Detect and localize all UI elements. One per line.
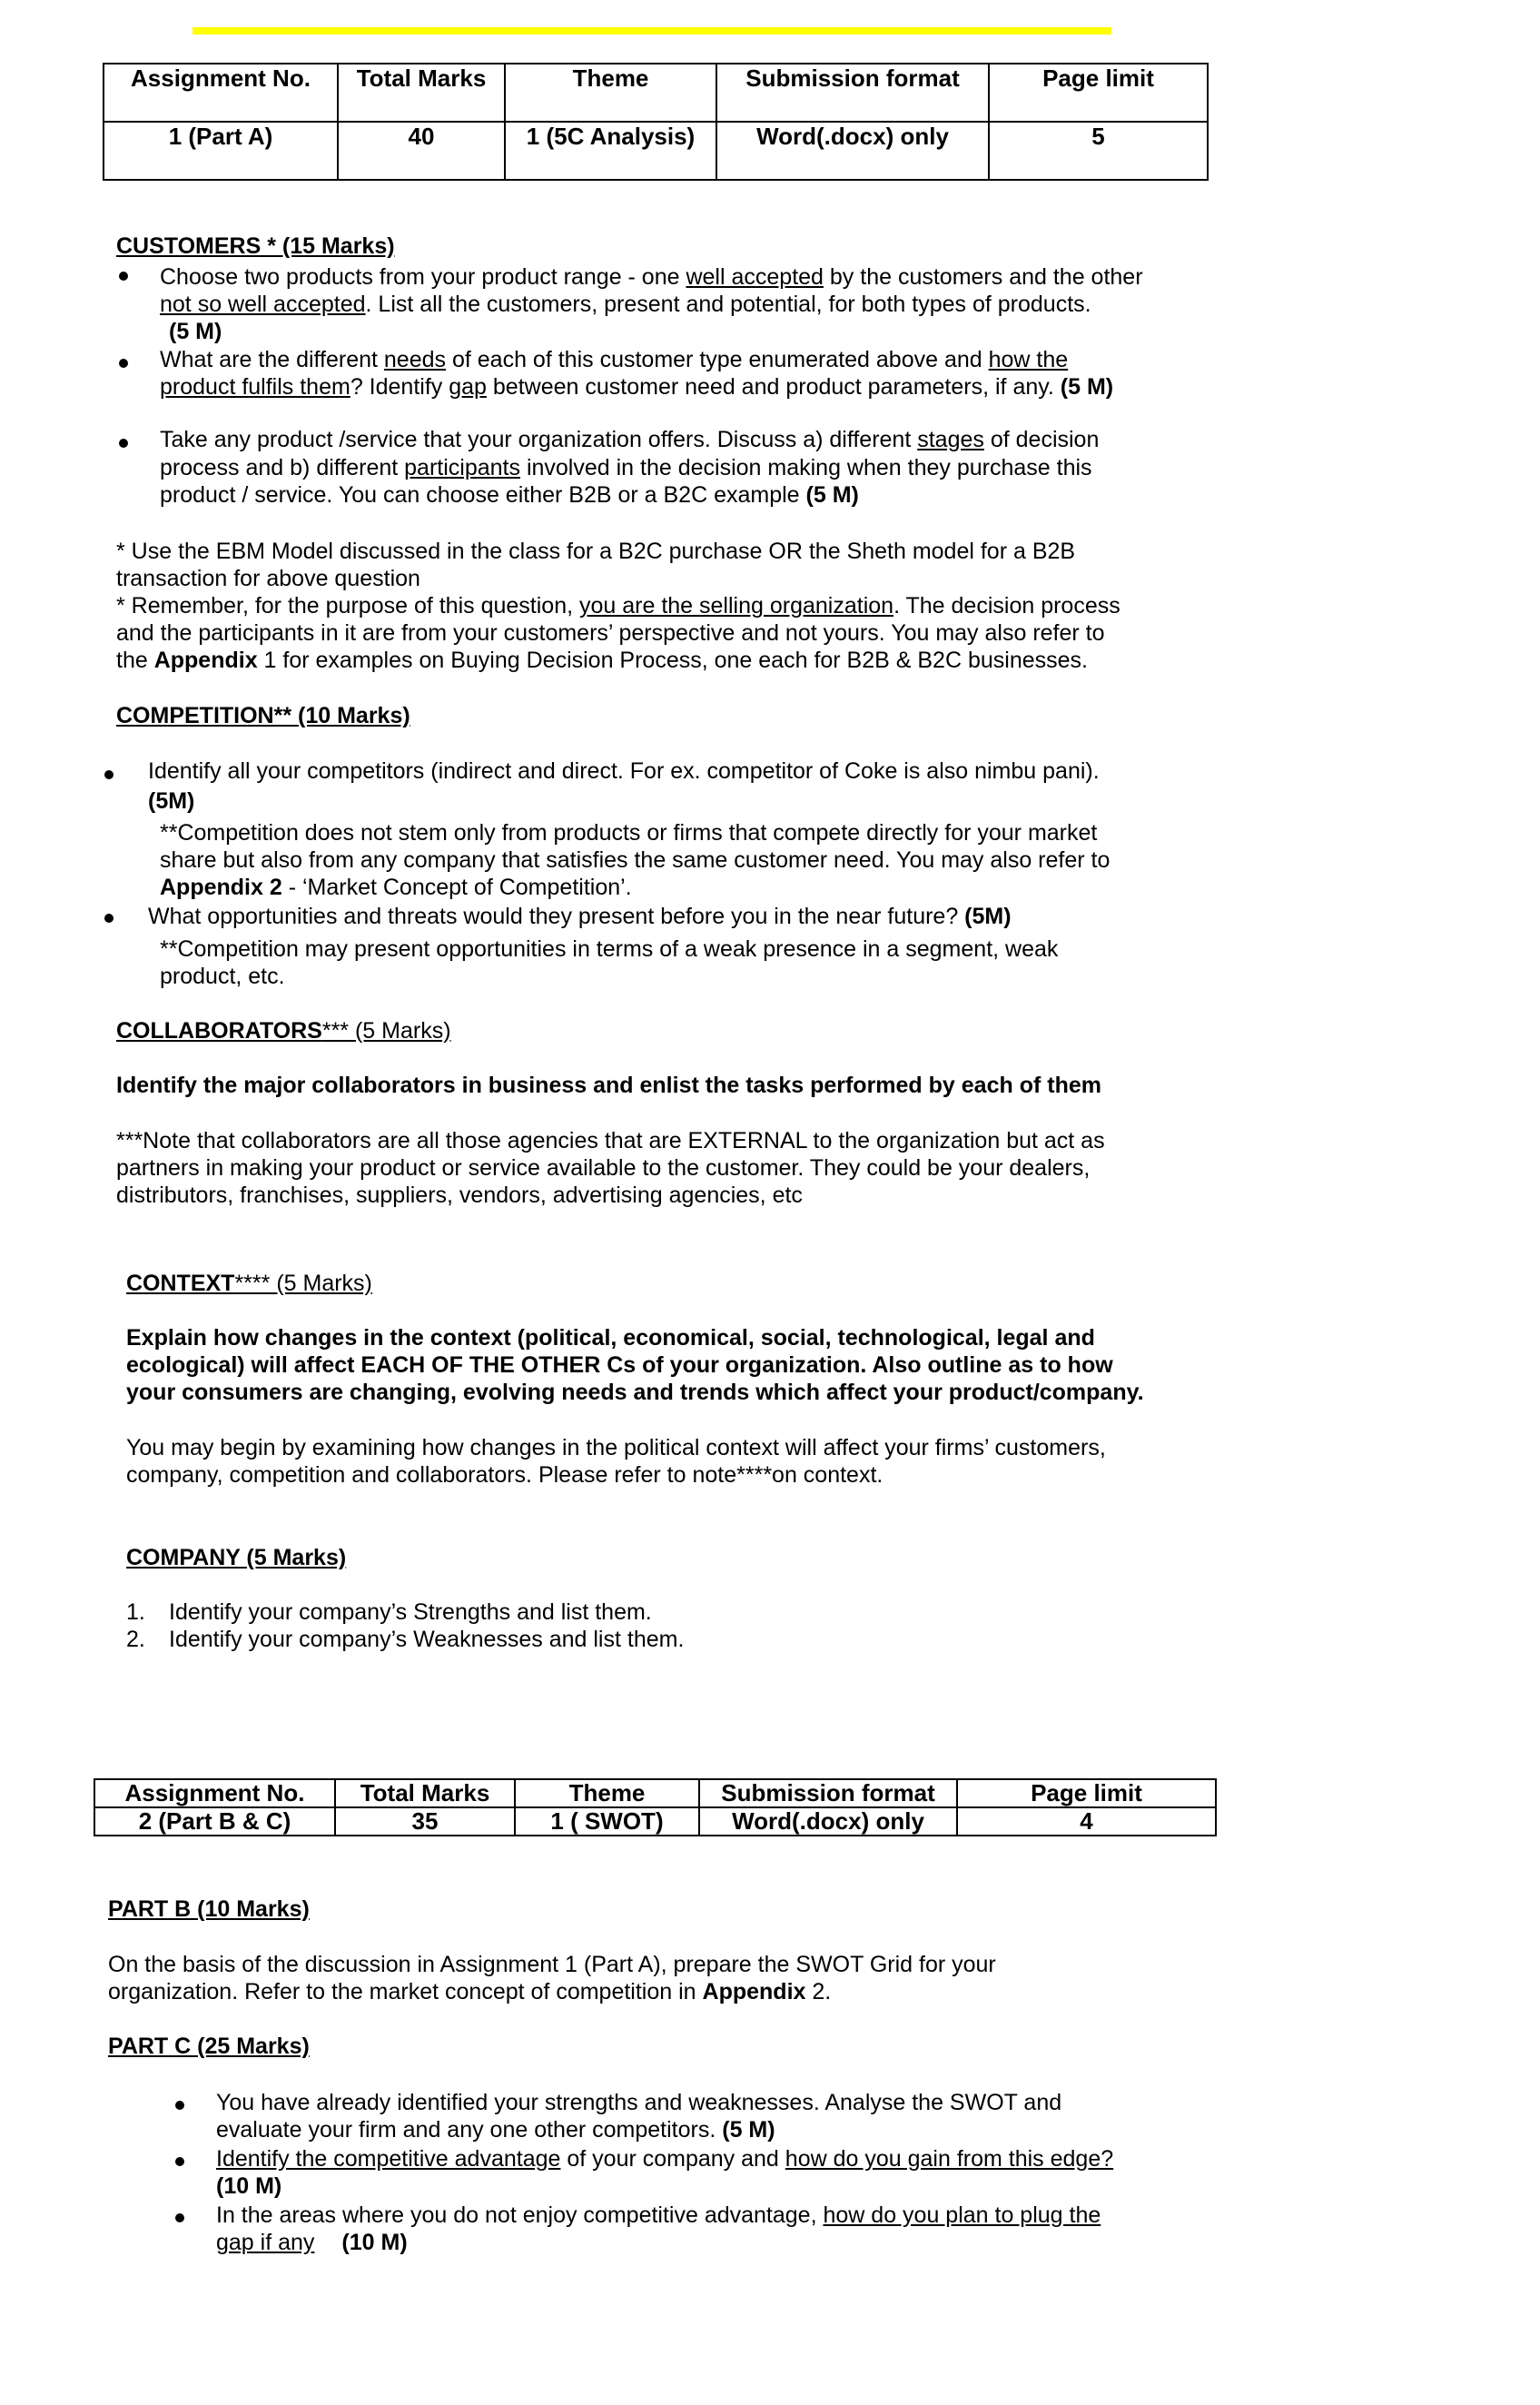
col-assignment-no: Assignment No. xyxy=(94,1779,335,1807)
company-item-2: Identify your company’s Weaknesses and list them. xyxy=(169,1627,685,1652)
list-number: 1. xyxy=(126,1599,145,1625)
col-theme: Theme xyxy=(515,1779,699,1807)
context-bold-2: ecological) will affect EACH OF THE OTHER Cs of your organization. Also outline as to how xyxy=(126,1352,1113,1378)
collaborators-note-3: distributors, franchises, suppliers, vendors, advertising agencies, etc xyxy=(116,1183,803,1208)
bullet-icon xyxy=(119,359,128,368)
customers-b1-line1: Choose two products from your product range - one well accepted by the customers and the other xyxy=(160,264,1143,290)
competition-note-1: **Competition does not stem only from products or firms that compete directly for your market xyxy=(160,820,1098,846)
col-page-limit: Page limit xyxy=(989,64,1208,122)
competition-note-3: Appendix 2 - ‘Market Concept of Competition’. xyxy=(160,875,632,900)
partc-b1-line2: evaluate your firm and any one other competitors. (5 M) xyxy=(216,2117,775,2143)
context-bold-3: your consumers are changing, evolving needs and trends which affect your product/company. xyxy=(126,1380,1144,1405)
table-header-row xyxy=(94,1779,1216,1807)
customers-b3-line3: product / service. You can choose either B2B or a B2C example (5 M) xyxy=(160,482,859,508)
cell-page-limit: 5 xyxy=(989,122,1208,180)
customers-b3-line2: process and b) different participants involved in the decision making when they purchase this xyxy=(160,455,1092,480)
competition-b1-marks: (5M) xyxy=(148,788,195,814)
col-total-marks: Total Marks xyxy=(338,64,505,122)
bullet-icon xyxy=(175,2101,184,2110)
partc-b1-line1: You have already identified your strengths and weaknesses. Analyse the SWOT and xyxy=(216,2090,1062,2115)
table-row xyxy=(104,122,1208,180)
table-row xyxy=(94,1807,1216,1836)
cell-submission-format: Word(.docx) only xyxy=(699,1807,957,1836)
bullet-icon xyxy=(104,914,114,923)
customers-note-1b: transaction for above question xyxy=(116,566,420,591)
context-bold-1: Explain how changes in the context (political, economical, social, technological, legal and xyxy=(126,1325,1095,1351)
customers-b3-line1: Take any product /service that your organization offers. Discuss a) different stages of decision xyxy=(160,427,1100,452)
competition-heading: COMPETITION** (10 Marks) xyxy=(116,703,410,728)
col-assignment-no: Assignment No. xyxy=(104,64,338,122)
context-para-2: company, competition and collaborators. Please refer to note****on context. xyxy=(126,1462,884,1488)
customers-note-1a: * Use the EBM Model discussed in the class for a B2C purchase OR the Sheth model for a B2B xyxy=(116,539,1076,564)
assignment-2-table xyxy=(94,1778,1217,1836)
bullet-icon xyxy=(175,2213,184,2222)
competition-note-4: **Competition may present opportunities in terms of a weak presence in a segment, weak xyxy=(160,936,1059,962)
customers-note-3: and the participants in it are from your customers’ perspective and not yours. You may also refer to xyxy=(116,620,1105,646)
cell-theme: 1 ( SWOT) xyxy=(515,1807,699,1836)
partc-b2-marks: (10 M) xyxy=(216,2173,282,2199)
col-submission-format: Submission format xyxy=(699,1779,957,1807)
context-heading: CONTEXT**** (5 Marks) xyxy=(126,1271,372,1296)
partb-line-2: organization. Refer to the market concept of competition in Appendix 2. xyxy=(108,1979,832,2004)
context-para-1: You may begin by examining how changes in the political context will affect your firms’ customers, xyxy=(126,1435,1106,1460)
company-item-1: Identify your company’s Strengths and list them. xyxy=(169,1599,652,1625)
competition-b1: Identify all your competitors (indirect and direct. For ex. competitor of Coke is also nimbu pani). xyxy=(148,758,1100,784)
table-header-row xyxy=(104,64,1208,122)
cell-assignment-no: 2 (Part B & C) xyxy=(94,1807,335,1836)
partc-b3-line2: gap if any (10 M) xyxy=(216,2230,408,2255)
col-theme: Theme xyxy=(505,64,716,122)
partb-line-1: On the basis of the discussion in Assignment 1 (Part A), prepare the SWOT Grid for your xyxy=(108,1952,996,1977)
customers-note-4: the Appendix 1 for examples on Buying Decision Process, one each for B2B & B2C businesses. xyxy=(116,648,1088,673)
customers-b2-line1: What are the different needs of each of this customer type enumerated above and how the xyxy=(160,347,1069,372)
competition-b2: What opportunities and threats would they present before you in the near future? (5M) xyxy=(148,904,1012,929)
col-submission-format: Submission format xyxy=(716,64,989,122)
bullet-icon xyxy=(119,272,128,281)
cell-theme: 1 (5C Analysis) xyxy=(505,122,716,180)
partc-heading: PART C (25 Marks) xyxy=(108,2034,310,2059)
partb-heading: PART B (10 Marks) xyxy=(108,1896,310,1922)
customers-b1-line2: not so well accepted. List all the customers, present and potential, for both types of products. xyxy=(160,292,1091,317)
col-total-marks: Total Marks xyxy=(335,1779,515,1807)
partc-b3-line1: In the areas where you do not enjoy competitive advantage, how do you plan to plug the xyxy=(216,2202,1101,2228)
collaborators-note-2: partners in making your product or service available to the customer. They could be your dealers, xyxy=(116,1155,1091,1181)
bullet-icon xyxy=(175,2157,184,2166)
assignment-1-table xyxy=(103,63,1209,181)
cell-assignment-no: 1 (Part A) xyxy=(104,122,338,180)
cell-page-limit: 4 xyxy=(957,1807,1216,1836)
cell-submission-format: Word(.docx) only xyxy=(716,122,989,180)
collaborators-note-1: ***Note that collaborators are all those agencies that are EXTERNAL to the organization but act as xyxy=(116,1128,1105,1153)
customers-note-2: * Remember, for the purpose of this question, you are the selling organization. The decision process xyxy=(116,593,1120,619)
customers-heading: CUSTOMERS * (15 Marks) xyxy=(116,233,395,259)
cell-total-marks: 35 xyxy=(335,1807,515,1836)
list-number: 2. xyxy=(126,1627,145,1652)
partc-b2-line1: Identify the competitive advantage of your company and how do you gain from this edge? xyxy=(216,2146,1114,2172)
col-page-limit: Page limit xyxy=(957,1779,1216,1807)
highlight-strip xyxy=(192,27,1111,35)
company-heading: COMPANY (5 Marks) xyxy=(126,1545,347,1570)
customers-b2-line2: product fulfils them? Identify gap between customer need and product parameters, if any. (5 M) xyxy=(160,374,1114,400)
collaborators-heading: COLLABORATORS*** (5 Marks) xyxy=(116,1018,451,1044)
collaborators-instruction: Identify the major collaborators in business and enlist the tasks performed by each of them xyxy=(116,1073,1101,1098)
competition-note-2: share but also from any company that satisfies the same customer need. You may also refer to xyxy=(160,847,1111,873)
cell-total-marks: 40 xyxy=(338,122,505,180)
bullet-icon xyxy=(119,439,128,448)
bullet-icon xyxy=(104,770,114,779)
customers-b1-marks: (5 M) xyxy=(169,319,222,344)
competition-note-5: product, etc. xyxy=(160,964,285,989)
